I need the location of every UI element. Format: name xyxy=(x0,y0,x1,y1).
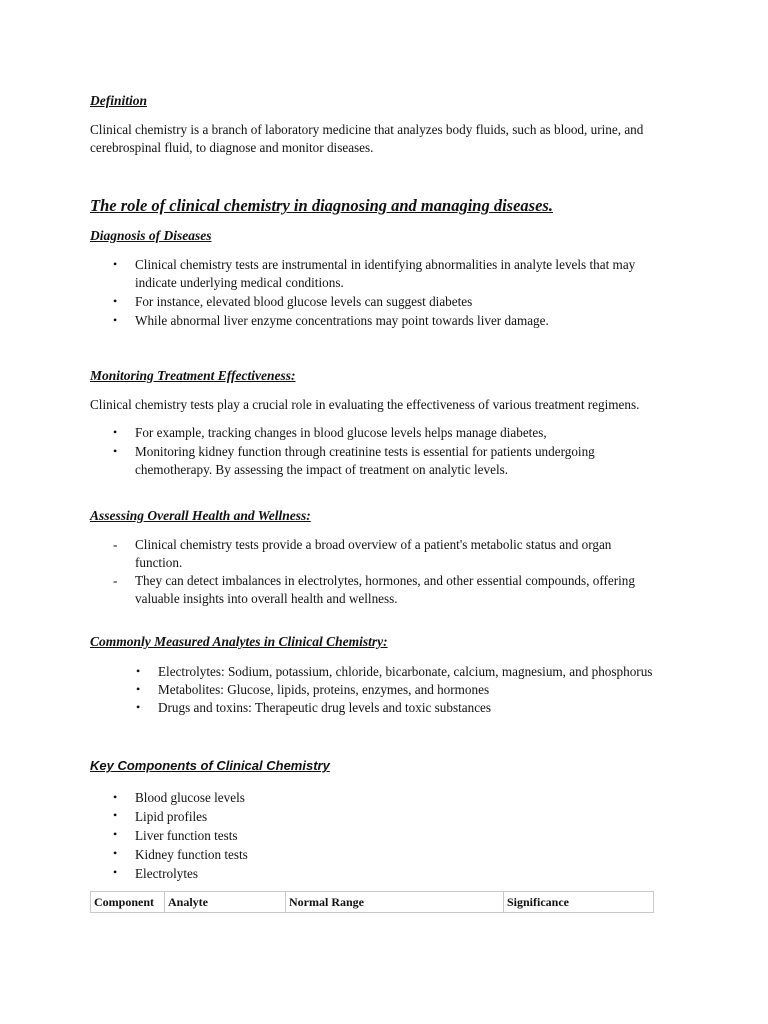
main-title: The role of clinical chemistry in diagnosing and managing diseases. xyxy=(90,196,553,215)
list-item: • Lipid profiles xyxy=(113,808,208,824)
table-header-row xyxy=(91,892,654,913)
list-item: • While abnormal liver enzyme concentrations may point towards liver damage. xyxy=(113,313,549,328)
monitoring-intro: Clinical chemistry tests play a crucial role in evaluating the effectiveness of various treatment regimens. xyxy=(90,397,640,412)
bullet-icon: • xyxy=(136,682,141,696)
list-item: • Drugs and toxins: Therapeutic drug levels and toxic substances xyxy=(136,700,492,715)
list-item: • Electrolytes xyxy=(113,865,198,881)
list-item: • Monitoring kidney function through creatinine tests is essential for patients undergoing chemotherapy. By assessing the impact of treatment on analytic levels. xyxy=(113,444,595,477)
monitoring-list xyxy=(113,424,715,479)
bullet-icon: • xyxy=(113,846,118,860)
list-item: • Metabolites: Glucose, lipids, proteins, enzymes, and hormones xyxy=(136,682,490,697)
monitoring-heading: Monitoring Treatment Effectiveness: xyxy=(90,368,296,383)
list-item: • Kidney function tests xyxy=(113,846,248,862)
bullet-icon: • xyxy=(113,790,118,804)
assessing-heading: Assessing Overall Health and Wellness: xyxy=(90,508,311,523)
list-item: - Clinical chemistry tests provide a broad overview of a patient's metabolic status and organ function. xyxy=(113,537,612,570)
components-table xyxy=(90,891,654,913)
list-item: • Electrolytes: Sodium, potassium, chloride, bicarbonate, calcium, magnesium, and phosphorus xyxy=(136,664,653,679)
dash-marker: - xyxy=(113,537,118,552)
bullet-icon: • xyxy=(113,444,118,458)
list-item: • Clinical chemistry tests are instrumental in identifying abnormalities in analyte levels that may indicate underlying medical conditions. xyxy=(113,257,636,290)
definition-text-line: Clinical chemistry is a branch of laboratory medicine that analyzes body fluids, such as blood, urine, and xyxy=(90,122,644,137)
components-heading: Key Components of Clinical Chemistry xyxy=(90,758,330,773)
diagnosis-list xyxy=(113,256,715,330)
bullet-icon: • xyxy=(113,313,118,327)
dash-marker: - xyxy=(113,573,118,588)
bullet-icon: • xyxy=(113,865,118,879)
bullet-icon: • xyxy=(113,294,118,308)
table-header-cell: Significance xyxy=(504,892,654,913)
list-item: • For example, tracking changes in blood glucose levels helps manage diabetes, xyxy=(113,425,547,440)
analytes-list xyxy=(136,663,738,717)
bullet-icon: • xyxy=(113,827,118,841)
list-item: - They can detect imbalances in electrolytes, hormones, and other essential compounds, offering valuable insights into overall health and wellness. xyxy=(113,573,635,606)
diagnosis-heading: Diagnosis of Diseases xyxy=(90,228,212,243)
bullet-icon: • xyxy=(136,700,141,714)
assessing-list xyxy=(113,536,715,608)
list-item: • For instance, elevated blood glucose levels can suggest diabetes xyxy=(113,294,473,309)
table-header-cell: Component xyxy=(91,892,165,913)
bullet-icon: • xyxy=(136,664,141,678)
definition-text-line: cerebrospinal fluid, to diagnose and monitor diseases. xyxy=(90,140,374,155)
list-item: • Blood glucose levels xyxy=(113,790,245,805)
components-list xyxy=(113,788,715,883)
bullet-icon: • xyxy=(113,425,118,439)
analytes-heading: Commonly Measured Analytes in Clinical Chemistry: xyxy=(90,634,388,649)
bullet-icon: • xyxy=(113,808,118,822)
table-header-cell: Normal Range xyxy=(286,892,504,913)
table-header-cell: Analyte xyxy=(165,892,286,913)
bullet-icon: • xyxy=(113,257,118,271)
definition-heading: Definition xyxy=(90,93,148,108)
list-item: • Liver function tests xyxy=(113,827,238,843)
